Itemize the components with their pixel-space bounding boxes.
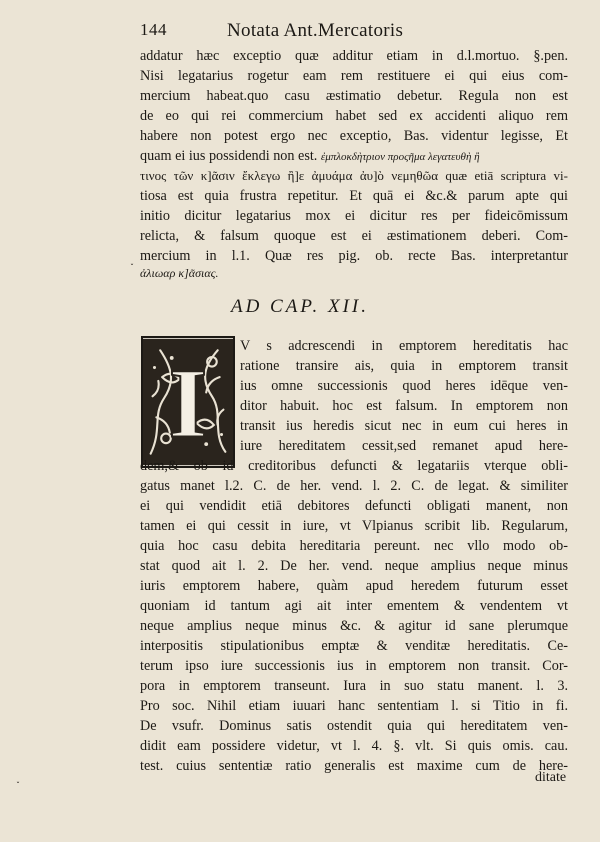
text-line: addatur hæc exceptio quæ additur etiam in d.l.mortuo. §.pen. [140,48,568,64]
text-line: V s adcrescendi in emptorem hereditatis hac [240,338,568,354]
text-line: ius omne successionis quod heres idēque ven- [240,378,568,394]
initial-letter: I [168,347,208,459]
text-line: iuris emptorem habere, quàm apud heredem futurum esset [140,578,568,594]
page-number: 144 [140,20,167,39]
text-fragment: quam ei ius possidendi non est. [140,148,318,164]
text-line: habere non potest ergo nec exceptio, Bas. videntur legisse, Et [140,128,568,144]
text-line: didit eam possidere videtur, vt l. 4. §. vlt. Si quis omis. cau. [140,738,568,754]
text-line: mercium habeat.quo casu æstimatio debetur. Regula non est [140,88,568,104]
text-line: transit ius heredis sicut nec in eum cui heres in [240,418,568,434]
text-line: Pro soc. Nihil etiam iuuari hanc sententiam l. si Titio in fi. [140,698,568,714]
text-line: de eo qui rei commercium habet sed ex accidenti aliquo rem [140,108,568,124]
text-line: quia hoc casu debita hereditaria pereunt. nec vllo modo ob- [140,538,568,554]
foliage-ornament [143,338,233,466]
text-line: dem,& ob id creditoribus defuncti & legatariis vterque obli- [140,458,568,474]
text-line: relicta, & falsum quoque est ei æstimationem deberi. Com- [140,228,568,244]
text-line: tiosa est quia frustra repetitur. Et quā ei &c.& parum apte qui [140,188,568,204]
text-line: interpositis stipulationibus emptæ & venditæ hereditatis. Ce- [140,638,568,654]
margin-tick: ˯ [16,770,20,784]
section-heading: AD CAP. XII. [230,296,370,317]
text-line: neque amplius neque minus &c. & agitur id sane plerumque [140,618,568,634]
text-line: mercium in l.1. Quæ res pig. ob. recte Bas. interpretantur [140,248,568,264]
text-line: tamen ei qui cessit in iure, vt Vlpianus scribit lib. Regularum, [140,518,568,534]
text-line: ditor habuit. hoc est falsum. In emptorem non [240,398,568,414]
text-line: iure hereditatem cessit,sed remanet apud here- [240,438,568,454]
running-title: Notata Ant.Mercatoris [227,20,404,41]
text-line: test. cuius sententiæ ratio generalis est maxime cum de here- [140,758,568,774]
decorated-initial [141,336,235,468]
text-line: stat quod ait l. 2. De her. vend. neque amplius neque minus [140,558,568,574]
catchword: ditate [535,770,567,785]
text-line: gatus manet l.2. C. de her. vend. l. 2. C. de legat. & similiter [140,478,568,494]
text-line: ratione transire ais, quia in emptorem transit [240,358,568,374]
text-line: quoniam id tantum agi ait inter ementem & vendentem vt [140,598,568,614]
text-line: τινος τῶν κ]ᾶσιν ἔκλεγω ἢ]ε ἀμυάμα ἀυ]ὸ νεμηθῶα quæ etiā scriptura vi- [140,168,568,183]
greek-text: ἐμπλοκδὴτριον προςῆμα λεγατευθὴ ἢ [320,151,480,163]
text-line: ei qui vendidit etiā debitores defuncti obligati manent, non [140,498,568,514]
text-line: De vsufr. Dominus satis ostendit quia qui hereditatem ven- [140,718,568,734]
greek-text-line: ἀλιωαρ κ]ᾶσιας. [140,266,219,280]
margin-tick: ˯ [130,252,134,266]
text-line: pora in emptorem transeunt. Iura in suo statu manent. l. 3. [140,678,568,694]
text-line: terum ipso iure successionis ius in emptorem non transit. Cor- [140,658,568,674]
text-line: initio dicitur legatarius mox ei dicitur res per fideicōmissum [140,208,568,224]
text-line [140,146,568,167]
text-line: Nisi legatarius rogetur eam rem restituere ei qui eius com- [140,68,568,84]
